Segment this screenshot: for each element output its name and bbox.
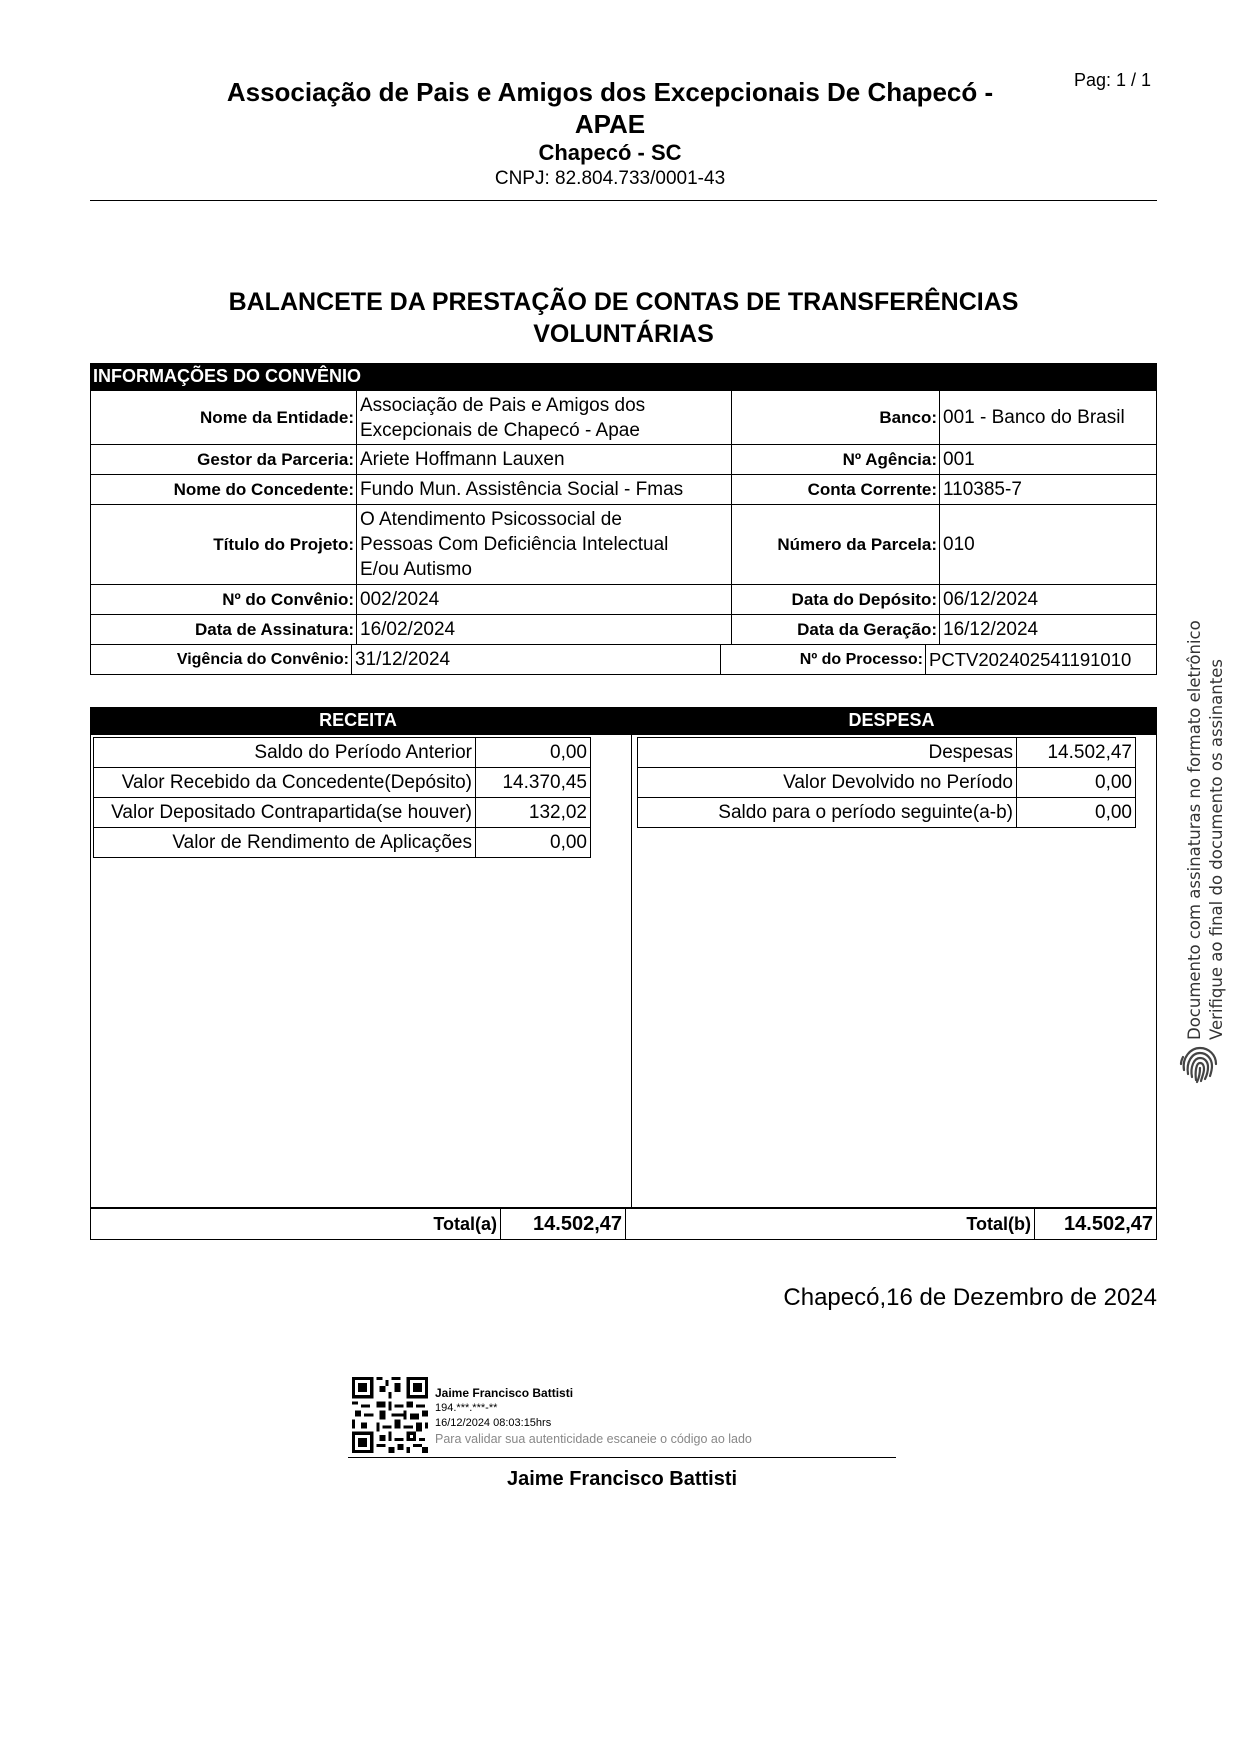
place-date: Chapecó,16 de Dezembro de 2024 [783, 1284, 1157, 1311]
receita-row-label: Valor Recebido da Concedente(Depósito) [93, 767, 476, 798]
agencia-value: 001 [939, 444, 1157, 475]
processo-value: PCTV202402541191010 [925, 644, 1157, 675]
stamp-line-1: Documento com assinaturas no formato eletrônico [1185, 620, 1204, 1040]
despesa-row-value: 14.502,47 [1016, 737, 1136, 768]
banco-value: 001 - Banco do Brasil [939, 390, 1157, 445]
processo-label: Nº do Processo: [720, 644, 926, 675]
despesa-row-label: Valor Devolvido no Período [637, 767, 1017, 798]
convenio-label: Nº do Convênio: [90, 584, 357, 615]
header-divider [90, 200, 1157, 201]
deposito-label: Data do Depósito: [731, 584, 940, 615]
projeto-value: O Atendimento Psicossocial de Pessoas Com Deficiência Intelectual E/ou Autismo [356, 504, 732, 585]
receita-header: RECEITA [90, 707, 626, 734]
agencia-label: Nº Agência: [731, 444, 940, 475]
receita-row-value: 0,00 [475, 827, 591, 858]
signer-name: Jaime Francisco Battisti [506, 1468, 738, 1490]
stamp-line-2: Verifique ao final do documento os assinantes [1207, 659, 1226, 1040]
despesa-header: DESPESA [626, 707, 1157, 734]
banco-label: Banco: [731, 390, 940, 445]
organization-city: Chapecó - SC [538, 140, 682, 165]
concedente-label: Nome do Concedente: [90, 474, 357, 505]
conta-value: 110385-7 [939, 474, 1157, 505]
vigencia-value: 31/12/2024 [351, 644, 721, 675]
geracao-label: Data da Geração: [731, 614, 940, 645]
parcela-value: 010 [939, 504, 1157, 585]
signature-timestamp: 16/12/2024 08:03:15hrs [435, 1417, 552, 1429]
signature-validation-note: Para validar sua autenticidade escaneie o código ao lado [435, 1432, 752, 1446]
concedente-value: Fundo Mun. Assistência Social - Fmas [356, 474, 732, 505]
fingerprint-icon [1176, 1040, 1222, 1086]
receita-row-label: Valor Depositado Contrapartida(se houver) [93, 797, 476, 828]
gestor-value: Ariete Hoffmann Lauxen [356, 444, 732, 475]
convenio-value: 002/2024 [356, 584, 732, 615]
despesa-total-value: 14.502,47 [1034, 1208, 1157, 1240]
despesa-total-label: Total(b) [625, 1208, 1035, 1240]
signature-signer-small: Jaime Francisco Battisti [435, 1386, 574, 1400]
receita-row-value: 132,02 [475, 797, 591, 828]
projeto-label: Título do Projeto: [90, 504, 357, 585]
receita-row-label: Valor de Rendimento de Aplicações [93, 827, 476, 858]
organization-name: Associação de Pais e Amigos dos Excepcionais De Chapecó - APAE [226, 77, 994, 139]
receita-row-value: 14.370,45 [475, 767, 591, 798]
parcela-label: Número da Parcela: [731, 504, 940, 585]
geracao-value: 16/12/2024 [939, 614, 1157, 645]
info-section-header: INFORMAÇÕES DO CONVÊNIO [90, 363, 1157, 390]
entidade-label: Nome da Entidade: [90, 390, 357, 445]
conta-label: Conta Corrente: [731, 474, 940, 505]
signature-id: 194.***.***-** [435, 1402, 498, 1414]
organization-cnpj: CNPJ: 82.804.733/0001-43 [494, 168, 726, 189]
qr-code-icon [352, 1376, 428, 1454]
receita-row-value: 0,00 [475, 737, 591, 768]
deposito-value: 06/12/2024 [939, 584, 1157, 615]
despesa-row-value: 0,00 [1016, 767, 1136, 798]
entidade-value: Associação de Pais e Amigos dos Excepcionais de Chapecó - Apae [356, 390, 732, 445]
assinatura-value: 16/02/2024 [356, 614, 732, 645]
page-number: Pag: 1 / 1 [1073, 70, 1151, 90]
document-title: BALANCETE DA PRESTAÇÃO DE CONTAS DE TRANSFERÊNCIAS VOLUNTÁRIAS [228, 288, 1019, 348]
despesa-row-value: 0,00 [1016, 797, 1136, 828]
despesa-row-label: Despesas [637, 737, 1017, 768]
receita-row-label: Saldo do Período Anterior [93, 737, 476, 768]
assinatura-label: Data de Assinatura: [90, 614, 357, 645]
gestor-label: Gestor da Parceria: [90, 444, 357, 475]
vigencia-label: Vigência do Convênio: [90, 644, 352, 675]
receita-total-value: 14.502,47 [500, 1208, 626, 1240]
electronic-signature-stamp [1178, 590, 1228, 1080]
receita-total-label: Total(a) [90, 1208, 501, 1240]
despesa-row-label: Saldo para o período seguinte(a-b) [637, 797, 1017, 828]
signature-line [348, 1457, 896, 1458]
